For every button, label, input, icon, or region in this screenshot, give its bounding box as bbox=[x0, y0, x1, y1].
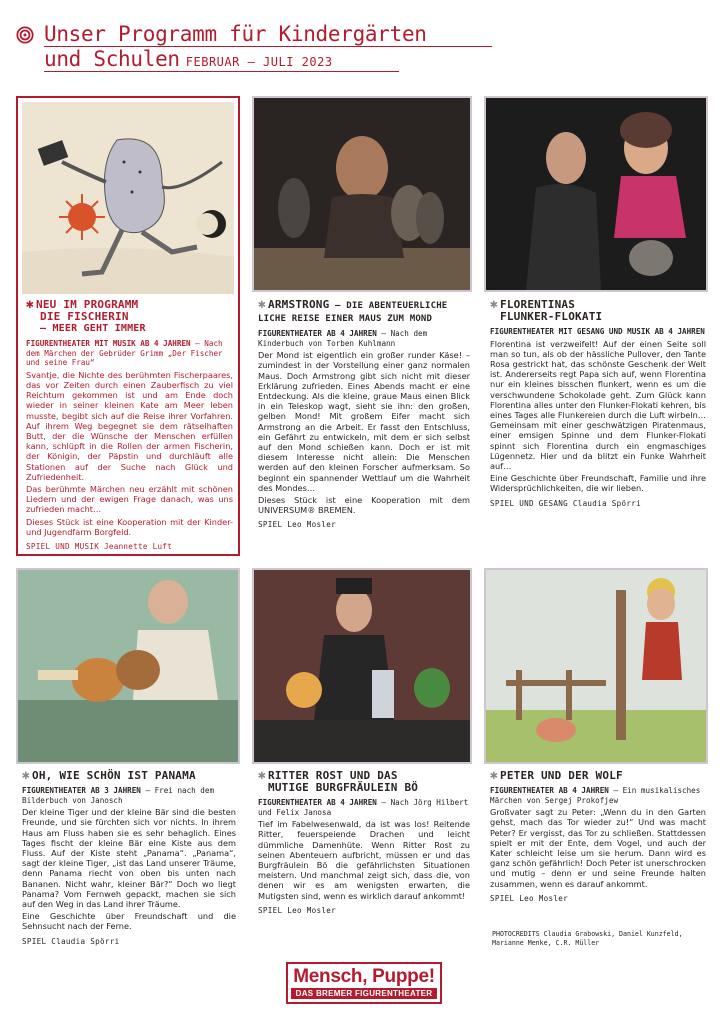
card-subtitle: – MEER GEHT IMMER bbox=[40, 323, 146, 334]
theater-logo bbox=[286, 962, 442, 1004]
program-card-armstrong bbox=[252, 96, 472, 536]
card-title: OH, WIE SCHÖN IST PANAMA bbox=[32, 769, 196, 782]
card-photo bbox=[252, 96, 472, 292]
period: FEBRUAR – JULI 2023 bbox=[185, 55, 333, 69]
card-title: ARMSTRONG bbox=[268, 298, 330, 311]
card-body: Großvater sagt zu Peter: „Wenn du in den Garten gehst, mach das Tor wieder zu!“ Und was macht Peter? Er vergisst, das Tor zu schließen. Stattdessen spielt er mit der Ente, dem Vogel, und auch der Kater schleicht leise um sie herum. Dann wird es ganz schön gefährlich! Doch Peter ist unerschrocken und mutig – denn er und seine Freunde halten zusammen, wenn es darauf ankommt. bbox=[490, 807, 706, 889]
card-meta: FIGURENTHEATER AB 4 JAHREN – Ein musikalisches Märchen von Sergej Prokofjew bbox=[490, 786, 701, 805]
title-line1: Unser Programm für Kindergärten bbox=[44, 22, 427, 46]
peter-wolf-stage-photo bbox=[486, 570, 706, 762]
card-credit: SPIEL Leo Mosler bbox=[258, 905, 336, 915]
asterisk-icon: ✱ bbox=[26, 297, 35, 312]
card-body: Dieses Stück ist eine Kooperation mit der Kinder- und Jugendfarm Borgfeld. bbox=[26, 516, 233, 537]
card-photo bbox=[16, 568, 240, 764]
program-card-peter-wolf bbox=[484, 568, 708, 918]
title-underline bbox=[44, 71, 399, 72]
program-card-ritter-rost bbox=[252, 568, 472, 958]
card-credit: SPIEL Leo Mosler bbox=[258, 520, 336, 530]
card-meta: FIGURENTHEATER MIT GESANG UND MUSIK AB 4 JAHREN bbox=[490, 327, 705, 336]
florentinas-stage-photo bbox=[486, 98, 706, 290]
card-credit: SPIEL Claudia Spörri bbox=[22, 936, 120, 946]
card-meta: FIGURENTHEATER AB 4 JAHREN – Nach dem Kinderbuch von Torben Kuhlmann bbox=[258, 329, 428, 348]
card-subtitle: MUTIGE BURGFRÄULEIN BÖ bbox=[268, 781, 419, 794]
asterisk-icon: ✱ bbox=[490, 297, 499, 312]
ritter-rost-stage-photo bbox=[254, 570, 470, 762]
fisherwoman-illustration bbox=[22, 102, 234, 294]
card-title: FLORENTINAS bbox=[500, 298, 576, 311]
program-card-florentinas bbox=[484, 96, 708, 536]
asterisk-icon: ✱ bbox=[490, 768, 499, 783]
title-line2: und Schulen bbox=[44, 47, 180, 71]
card-body: Svantje, die Nichte des berühmten Fischerpaares, das vor Zeiten durch einen Zauberfisch zu viel Reichtum gekommen ist und am Ende doch wieder in seiner kleinen Kate am Meer leben musste, begibt sich auf die Reise ihrer Vorfahren. Auf ihrem Weg begegnet sie dem rätselhaften Butt, der die Wünsche der Menschen erfüllen kann, schlüpft in die Rollen der armen Fischerin, der Königin, der Päpstin und durchläuft alle Stationen auf der Suche nach Glück und Zufriedenheit. bbox=[26, 369, 233, 482]
logo-tagline: DAS BREMER FIGURENTHEATER bbox=[291, 988, 437, 999]
card-credit: SPIEL UND GESANG Claudia Spörri bbox=[490, 498, 642, 508]
program-card-fischerin bbox=[16, 96, 240, 556]
card-photo bbox=[484, 96, 708, 292]
asterisk-icon: ✱ bbox=[258, 297, 267, 312]
card-body: Das berühmte Märchen neu erzählt mit schönen Liedern und der ewigen Frage danach, was uns zufrieden macht… bbox=[26, 484, 233, 515]
card-meta: FIGURENTHEATER AB 4 JAHREN – Nach Jörg Hilbert und Felix Janosa bbox=[258, 798, 469, 817]
title-underline bbox=[44, 46, 492, 47]
card-credit: SPIEL UND MUSIK Jeannette Luft bbox=[26, 542, 173, 552]
card-title: DIE FISCHERIN bbox=[40, 310, 129, 323]
card-subtitle: – DIE ABENTEUERLICHE LICHE REISE EINER MAUS ZUM MOND bbox=[258, 301, 448, 324]
card-body: Der Mond ist eigentlich ein großer runder Käse! – zumindest in der Vorstellung einer ganz normalen Maus. Doch Armstrong gibt sich nicht mit dieser Erklärung zufrieden. Eines Abends macht er eine Entdeckung. Als die kleine, graue Maus einen Blick in ein Teleskop wagt, sieht sie ihn: den großen, gelben Mond! Mit großem Eifer macht sich Armstrong an die Arbeit. Er fasst den Entschluss, ein Gefährt zu entwickeln, mit dem er sich selbst auf den Mond schießen kann. Doch er ist mit diesem Interesse nicht allein: Die Menschen werden auf den kleinen Forscher aufmerksam. So beginnt ein spannender Wettlauf um die Wahrheit des Mondes… bbox=[258, 350, 470, 493]
card-photo bbox=[484, 568, 708, 764]
page-title bbox=[44, 22, 427, 75]
card-subtitle: FLUNKER-FLOKATI bbox=[500, 310, 603, 323]
card-body: Eine Geschichte über Freundschaft und die Sehnsucht nach der Ferne. bbox=[22, 911, 236, 932]
card-body: Der kleine Tiger und der kleine Bär sind die besten Freunde, und sie fürchten sich vor nichts. In ihrem Haus am Fluss haben sie es sehr behaglich. Eines Tages fischt der kleine Bär eine Kiste aus dem Fluss. Auf der Kiste steht „Panama“. „Panama“, sagt der kleine Tiger, „ist das Land unserer Träume, denn Panama riecht von oben bis unten nach Bananen. Nicht wahr, kleiner Bär?“ Doch wo liegt Panama? Vom Fernweh gepackt, machen sie sich auf den Weg in das Land ihrer Träume. bbox=[22, 807, 236, 910]
photo-credits: PHOTOCREDITS Claudia Grabowski, Daniel Kunzfeld, Marianne Menke, C.R. Müller bbox=[492, 930, 683, 947]
logo-name: Mensch, Puppe! bbox=[293, 966, 435, 987]
asterisk-icon: ✱ bbox=[258, 768, 267, 783]
spiral-icon bbox=[16, 26, 34, 44]
card-credit: SPIEL Leo Mosler bbox=[490, 893, 568, 903]
card-title: RITTER ROST UND DAS bbox=[268, 769, 398, 782]
new-badge: NEU IM PROGRAMM bbox=[36, 298, 139, 311]
card-photo bbox=[252, 568, 472, 764]
panama-stage-photo bbox=[18, 570, 238, 762]
card-body: Tief im Fabelwesenwald, da ist was los! Reitende Ritter, feuerspeiende Drachen und leicht dümmliche Damenhüte. Wenn Ritter Rost zu seinen Abenteuern aufbricht, müssen er und das Burgfräulein Bö die gefährlichsten Situationen meistern. Und manchmal zeigt sich, dass die, von denen wir es am wenigsten erwarten, die Mutigsten sind, wenn es wirklich darauf ankommt! bbox=[258, 819, 470, 901]
card-body: Eine Geschichte über Freundschaft, Familie und ihre Widersprüchlichkeiten, die wir lieben. bbox=[490, 473, 706, 494]
card-photo bbox=[22, 102, 234, 294]
asterisk-icon: ✱ bbox=[22, 768, 31, 783]
armstrong-stage-photo bbox=[254, 98, 470, 290]
card-body: Dieses Stück ist eine Kooperation mit dem UNIVERSUM® BREMEN. bbox=[258, 495, 470, 516]
card-meta: FIGURENTHEATER MIT MUSIK AB 4 JAHREN – Nach dem Märchen der Gebrüder Grimm „Der Fischer und seine Frau“ bbox=[26, 339, 223, 368]
program-card-panama bbox=[16, 568, 240, 958]
card-title: PETER UND DER WOLF bbox=[500, 769, 623, 782]
card-meta: FIGURENTHEATER AB 3 JAHREN – Frei nach dem Bilderbuch von Janosch bbox=[22, 786, 215, 805]
card-body: Florentina ist verzweifelt! Auf der einen Seite soll man so tun, als ob der hässliche Pullover, den Tante Rosa gestrickt hat, das schönste Geschenk der Welt ist. Andererseits regt Papa sich auf, wenn Florentina nur ein kleines bisschen flunkert, wenn es um die verschwundene Schokolade geht. Zum Glück kann Florentina alles unter den Flunker-Flokati kehren, bis eines Tages alle Flunkereien durch die Luft wirbeln… Gemeinsam mit einer geschwätzigen Piratenmaus, einer emsigen Spinne und dem Flunker-Flokati spinnt sich Florentina durch ein engmaschiges Lügennetz. Hier und da blitzt ein Funke Wahrheit auf… bbox=[490, 338, 706, 472]
